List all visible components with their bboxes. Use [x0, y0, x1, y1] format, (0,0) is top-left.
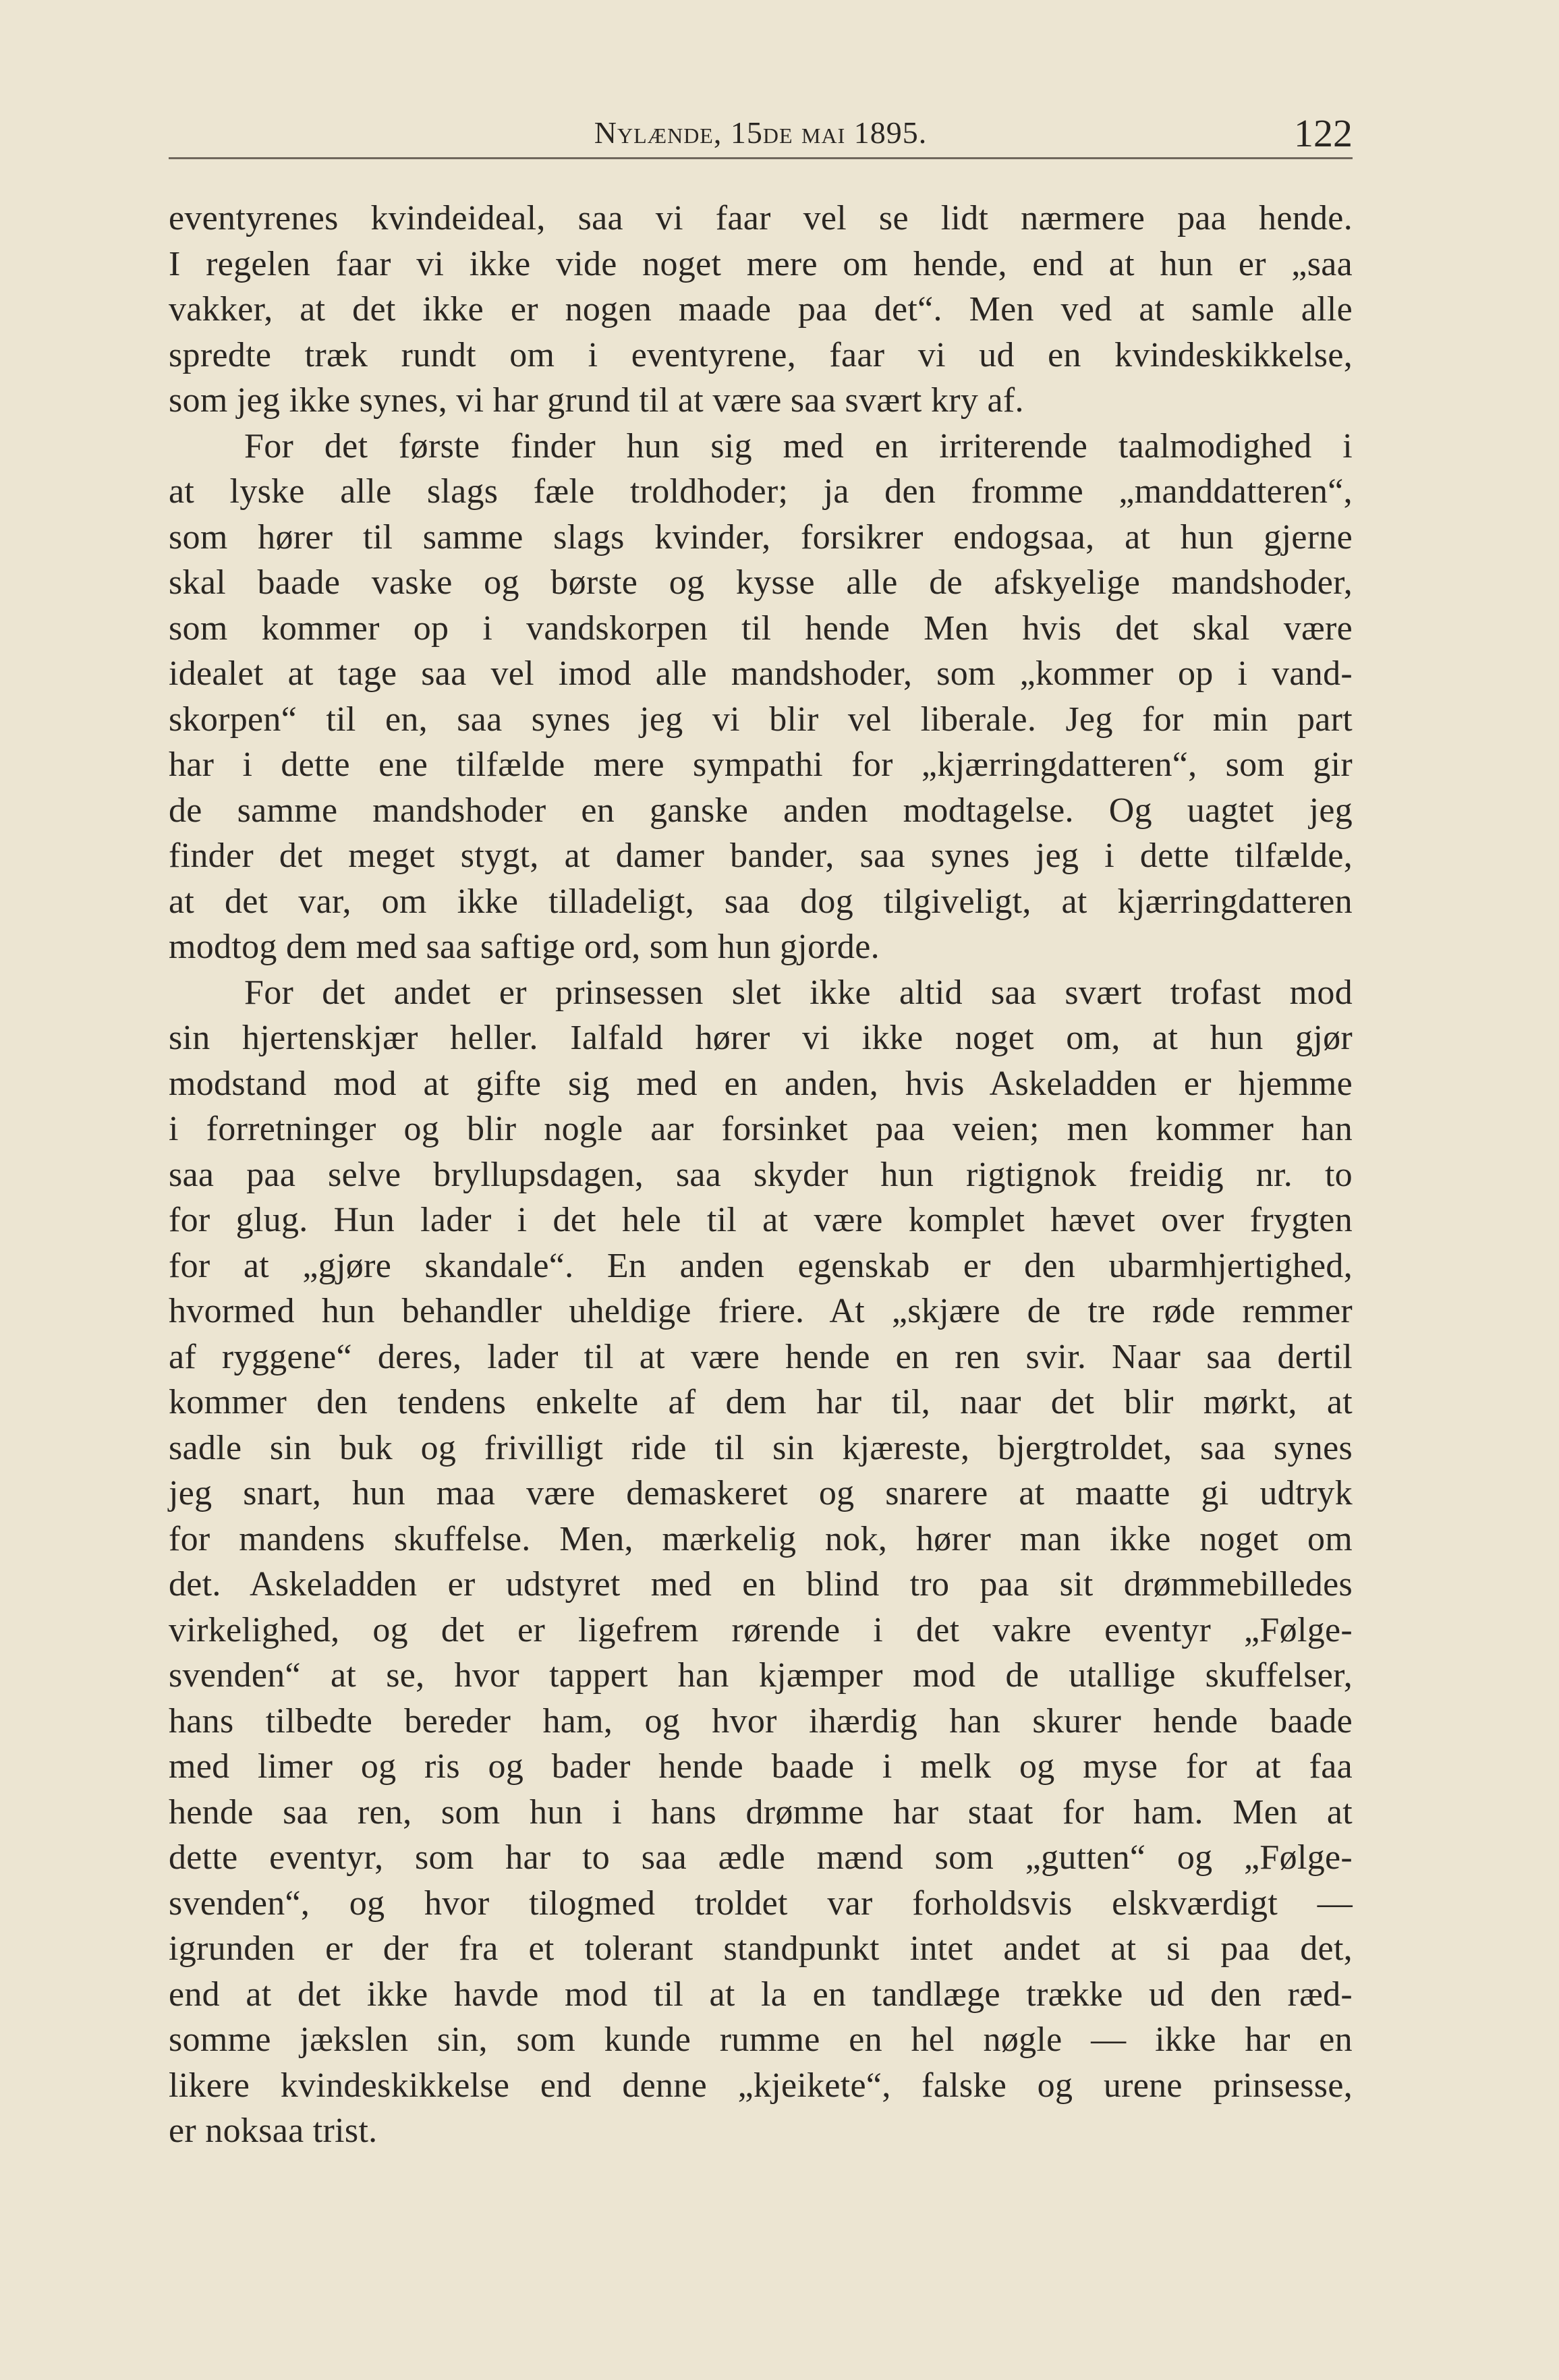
text-line: modstand mod at gifte sig med en anden, hvis Askeladden er hjemme [169, 1064, 1353, 1103]
text-line: idealet at tage saa vel imod alle mandshoder, som „kommer op i vand- [169, 654, 1353, 693]
text-line: som jeg ikke synes, vi har grund til at være saa svært kry af. [169, 381, 1024, 420]
text-line: sin hjertenskjær heller. Ialfald hører vi ikke noget om, at hun gjør [169, 1019, 1353, 1057]
text-line: somme jækslen sin, som kunde rumme en hel nøgle — ikke har en [169, 2020, 1353, 2059]
text-line: som kommer op i vandskorpen til hende Men hvis det skal være [169, 608, 1353, 648]
text-line: jeg snart, hun maa være demaskeret og snarere at maatte gi udtryk [169, 1474, 1353, 1512]
body-text [169, 196, 1353, 2154]
text-line: for glug. Hun lader i det hele til at være komplet hævet over frygten [169, 1201, 1353, 1239]
text-line: saa paa selve bryllupsdagen, saa skyder hun rigtignok freidig nr. to [169, 1155, 1353, 1194]
text-line: eventyrenes kvindeideal, saa vi faar vel se lidt nærmere paa hende. [169, 199, 1353, 237]
text-line: hans tilbedte bereder ham, og hvor ihærdig han skurer hende baade [169, 1701, 1353, 1740]
text-line: finder det meget stygt, at damer bander, saa synes jeg i dette tilfælde, [169, 837, 1353, 875]
text-line: for mandens skuffelse. Men, mærkelig nok, hører man ikke noget om [169, 1519, 1353, 1558]
text-line: kommer den tendens enkelte af dem har til, naar det blir mørkt, at [169, 1383, 1353, 1421]
text-line: skorpen“ til en, saa synes jeg vi blir vel liberale. Jeg for min part [169, 700, 1353, 739]
text-line: som hører til samme slags kvinder, forsikrer endogsaa, at hun gjerne [169, 517, 1353, 557]
text-line: igrunden er der fra et tolerant standpunkt intet andet at si paa det, [169, 1929, 1353, 1968]
text-line: vakker, at det ikke er nogen maade paa det“. Men ved at samle alle [169, 290, 1353, 329]
text-line: modtog dem med saa saftige ord, som hun gjorde. [169, 928, 880, 966]
text-line: spredte træk rundt om i eventyrene, faar vi ud en kvindeskikkelse, [169, 335, 1353, 374]
text-line: med limer og ris og bader hende baade i melk og myse for at faa [169, 1747, 1353, 1786]
page-header [169, 94, 1353, 159]
text-line: sadle sin buk og frivilligt ride til sin kjæreste, bjergtroldet, saa synes [169, 1428, 1353, 1467]
running-title: Nylænde, 15de mai 1895. [594, 115, 928, 150]
text-line: hvormed hun behandler uheldige friere. At „skjære de tre røde remmer [169, 1292, 1353, 1330]
text-line: likere kvindeskikkelse end denne „kjeikete“, falske og urene prinsesse, [169, 2066, 1353, 2105]
text-line: af ryggene“ deres, lader til at være hende en ren svir. Naar saa dertil [169, 1337, 1353, 1376]
text-line: svenden“ at se, hvor tappert han kjæmper mod de utallige skuffelser, [169, 1656, 1353, 1695]
text-line: I regelen faar vi ikke vide noget mere om hende, end at hun er „saa [169, 244, 1353, 283]
text-line: hende saa ren, som hun i hans drømme har staat for ham. Men at [169, 1792, 1353, 1832]
text-line: for at „gjøre skandale“. En anden egenskab er den ubarmhjertighed, [169, 1246, 1353, 1285]
text-line: skal baade vaske og børste og kysse alle de afskyelige mandshoder, [169, 563, 1353, 602]
text-line: at det var, om ikke tilladeligt, saa dog tilgiveligt, at kjærringdatteren [169, 882, 1353, 921]
text-line: svenden“, og hvor tilogmed troldet var forholdsvis elskværdigt — [169, 1883, 1353, 1923]
text-line: har i dette ene tilfælde mere sympathi for „kjærringdatteren“, som gir [169, 745, 1353, 784]
text-line: i forretninger og blir nogle aar forsinket paa veien; men kommer han [169, 1110, 1353, 1148]
page-number: 122 [1294, 111, 1353, 155]
text-line: det. Askeladden er udstyret med en blind tro paa sit drømmebilledes [169, 1565, 1353, 1604]
paragraph-start-line: For det første finder hun sig med en irriterende taalmodighed i [244, 426, 1353, 465]
text-line: de samme mandshoder en ganske anden modtagelse. Og uagtet jeg [169, 791, 1353, 830]
text-line: at lyske alle slags fæle troldhoder; ja den fromme „manddatteren“, [169, 472, 1353, 511]
text-line: virkelighed, og det er ligefrem rørende i det vakre eventyr „Følge- [169, 1610, 1353, 1649]
text-line: end at det ikke havde mod til at la en tandlæge trække ud den ræd- [169, 1975, 1353, 2014]
text-line: er noksaa trist. [169, 2112, 378, 2150]
text-line: dette eventyr, som har to saa ædle mænd som „gutten“ og „Følge- [169, 1838, 1353, 1877]
paragraph-start-line: For det andet er prinsessen slet ikke altid saa svært trofast mod [244, 973, 1353, 1012]
